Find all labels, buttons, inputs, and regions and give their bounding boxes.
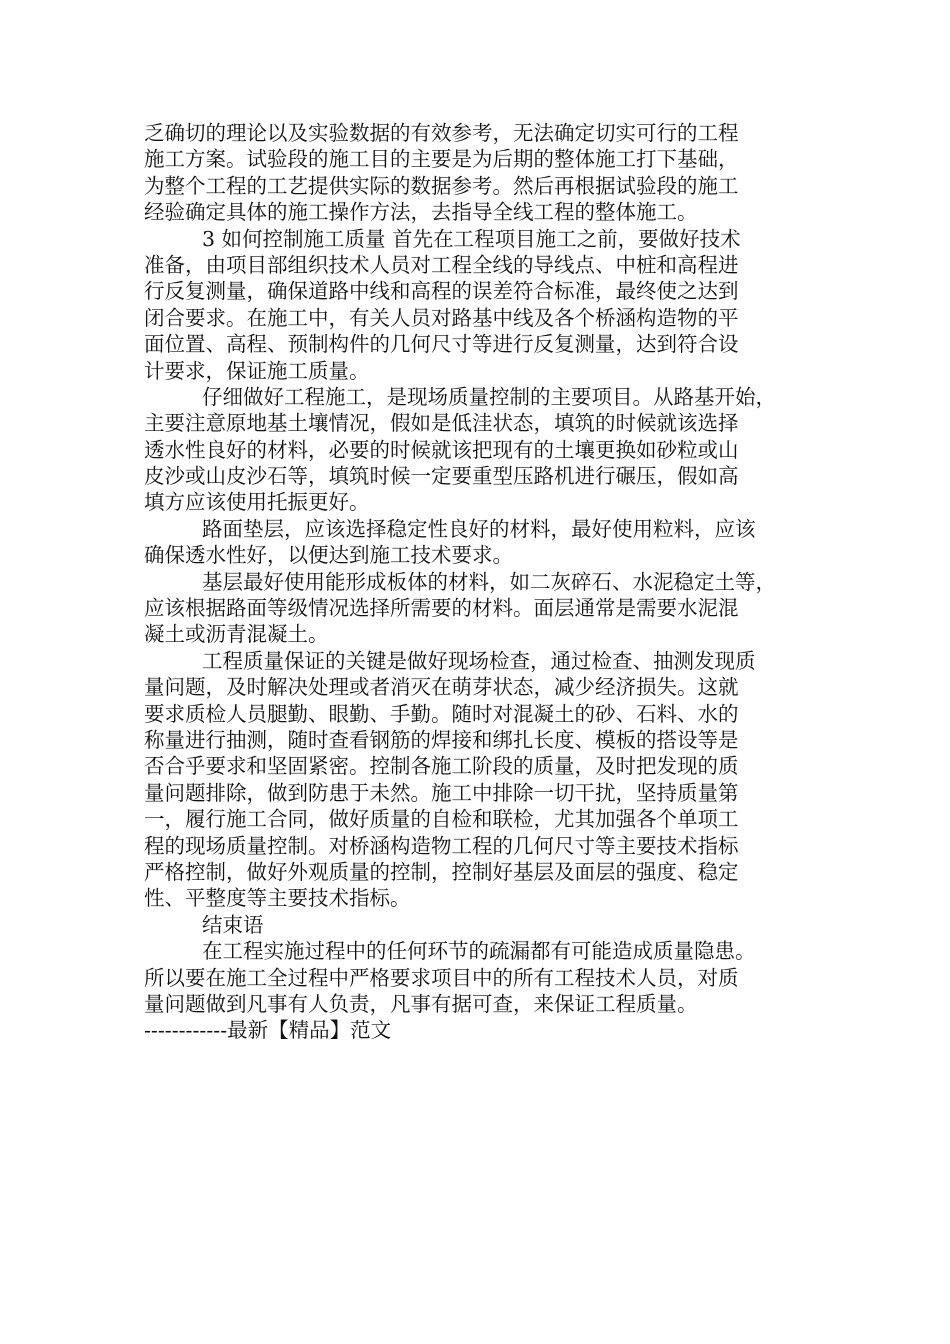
text-line: 一，履行施工合同，做好质量的自检和联检，尤其加强各个单项工 (144, 807, 739, 832)
text-line: 确保透水性好，以便达到施工技术要求。 (144, 543, 513, 568)
text-line: 应该根据路面等级情况选择所需要的材料。面层通常是需要水泥混 (144, 596, 739, 621)
text-line: 主要注意原地基土壤情况，假如是低洼状态，填筑的时候就该选择 (144, 411, 739, 436)
text-line: 仔细做好工程施工，是现场质量控制的主要项目。从路基开始， (202, 384, 776, 409)
text-line: 行反复测量，确保道路中线和高程的误差符合标准，最终使之达到 (144, 279, 739, 304)
text-line: 性、平整度等主要技术指标。 (144, 886, 411, 911)
text-line: 称量进行抽测，随时查看钢筋的焊接和绑扎长度、模板的搭设等是 (144, 727, 739, 752)
text-line: 3 如何控制施工质量 首先在工程项目施工之前，要做好技术 (202, 226, 741, 251)
text-line: 皮沙或山皮沙石等，填筑时候一定要重型压路机进行碾压，假如高 (144, 464, 739, 489)
text-line: 填方应该使用托振更好。 (144, 490, 370, 515)
text-line: 在工程实施过程中的任何环节的疏漏都有可能造成质量隐患。 (202, 939, 756, 964)
text-line: 凝土或沥青混凝土。 (144, 622, 329, 647)
text-line: 施工方案。试验段的施工目的主要是为后期的整体施工打下基础， (144, 147, 739, 172)
text-line: 经验确定具体的施工操作方法，去指导全线工程的整体施工。 (144, 200, 698, 225)
text-line: 量问题排除，做到防患于未然。施工中排除一切干扰，坚持质量第 (144, 780, 739, 805)
text-line: 要求质检人员腿勤、眼勤、手勤。随时对混凝土的砂、石料、水的 (144, 701, 739, 726)
text-line: 否合乎要求和坚固紧密。控制各施工阶段的质量，及时把发现的质 (144, 754, 739, 779)
footer-text: ------------最新【精品】范文 (144, 1018, 392, 1042)
document-body (144, 120, 806, 1017)
text-line: 路面垫层，应该选择稳定性良好的材料，最好使用粒料，应该 (202, 516, 756, 541)
text-line: 准备，由项目部组织技术人员对工程全线的导线点、中桩和高程进 (144, 252, 739, 277)
text-line: 结束语 (202, 912, 264, 937)
text-line: 所以要在施工全过程中严格要求项目中的所有工程技术人员，对质 (144, 965, 739, 990)
text-line: 为整个工程的工艺提供实际的数据参考。然后再根据试验段的施工 (144, 173, 739, 198)
text-line: 计要求，保证施工质量。 (144, 358, 370, 383)
text-line: 量问题，及时解决处理或者消灭在萌芽状态，减少经济损失。这就 (144, 675, 739, 700)
text-line: 基层最好使用能形成板体的材料，如二灰碎石、水泥稳定土等， (202, 569, 776, 594)
text-line: 面位置、高程、预制构件的几何尺寸等进行反复测量，达到符合设 (144, 332, 739, 357)
text-line: 严格控制，做好外观质量的控制，控制好基层及面层的强度、稳定 (144, 859, 739, 884)
text-line: 工程质量保证的关键是做好现场检查，通过检查、抽测发现质 (202, 648, 756, 673)
text-line: 程的现场质量控制。对桥涵构造物工程的几何尺寸等主要技术指标 (144, 833, 739, 858)
text-line: 量问题做到凡事有人负责，凡事有据可查，来保证工程质量。 (144, 991, 698, 1016)
text-line: 透水性良好的材料，必要的时候就该把现有的土壤更换如砂粒或山 (144, 437, 739, 462)
text-line: 乏确切的理论以及实验数据的有效参考，无法确定切实可行的工程 (144, 121, 739, 145)
text-line: 闭合要求。在施工中，有关人员对路基中线及各个桥涵构造物的平 (144, 305, 739, 330)
